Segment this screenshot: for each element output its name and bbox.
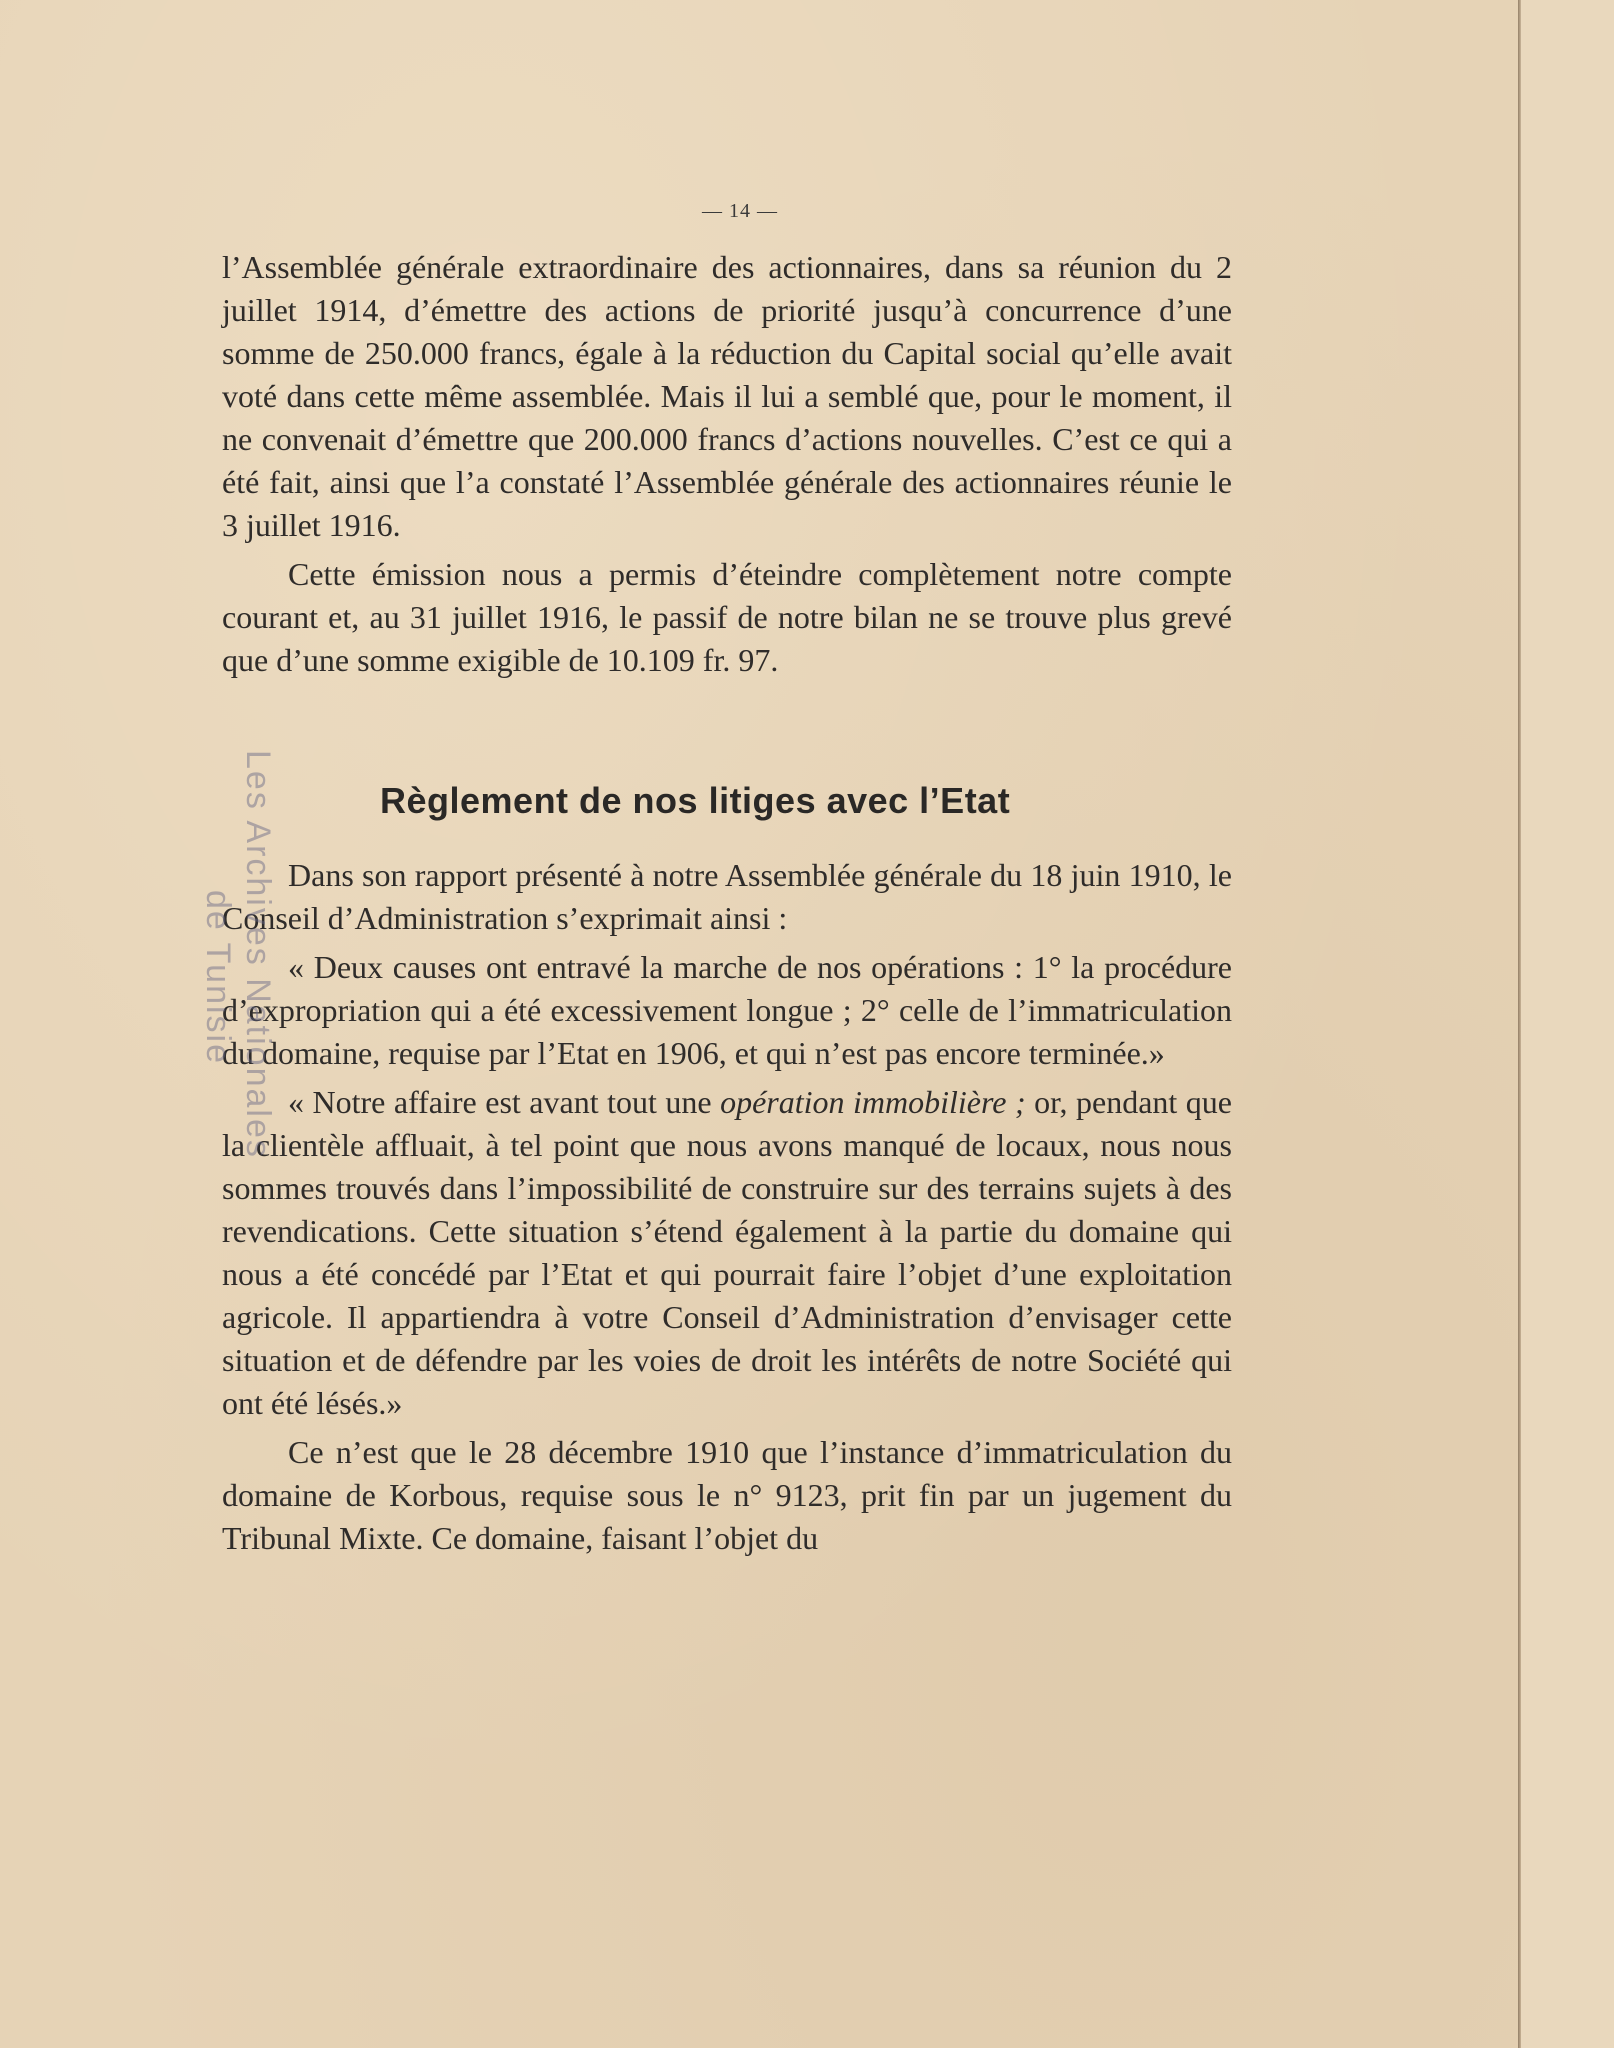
paragraph: Dans son rapport présenté à notre Assemblée générale du 18 juin 1910, le Conseil d’Administration s’exprimait ainsi : (222, 857, 1232, 936)
paragraph: l’Assemblée générale extraordinaire des actionnaires, dans sa réunion du 2 juillet 1914, d’émettre des actions de priorité jusqu’à concurrence d’une somme de 250.000 francs, égale à la réduction du Capital social qu’elle avait voté dans cette même assemblée. Mais il lui a semblé que, pour le moment, il ne convenait d’émettre que 200.000 francs d’actions nouvelles. C’est ce qui a été fait, ainsi que l’a constaté l’Assemblée générale des actionnaires réunie le 3 juillet 1916. (222, 249, 1232, 543)
paragraph: Cette émission nous a permis d’éteindre complètement notre compte courant et, au 31 juillet 1916, le passif de notre bilan ne se trouve plus grevé que d’une somme exigible de 10.109 fr. 97. (222, 556, 1232, 678)
quote-paragraph (222, 1081, 1232, 1425)
adjacent-page-edge (1521, 0, 1614, 2048)
paragraph: Ce n’est que le 28 décembre 1910 que l’instance d’immatriculation du domaine de Korbous, requise sous le n° 9123, prit fin par un jugement du Tribunal Mixte. Ce domaine, faisant l’objet du (222, 1434, 1232, 1556)
quote-text-end: or, pendant que la clientèle affluait, à tel point que nous avons manqué de locaux, nous nous sommes trouvés dans l’impossibilité de construire sur des terrains sujets à des revendications. Cette situation s’étend également à la partie du domaine qui nous a été concédé par l’Etat et qui pourrait faire l’objet d’une exploitation agricole. Il appartiendra à votre Conseil d’Administration d’envisager cette situation et de défendre par les voies de droit les intérêts de notre Société qui ont été lésés.» (222, 1084, 1232, 1421)
text-block-bottom (222, 848, 1232, 1560)
stamp-line: de Tunisie (199, 890, 237, 1065)
page-number: — 14 — (702, 200, 778, 222)
quote-text-start: « Notre affaire est avant tout une (288, 1084, 721, 1120)
section-heading: Règlement de nos litiges avec l’Etat (380, 780, 1011, 821)
quote-paragraph: « Deux causes ont entravé la marche de nos opérations : 1° la procédure d’expropriation qui a été excessivement longue ; 2° celle de l’immatriculation du domaine, requise par l’Etat en 1906, et qui n’est pas encore terminée.» (222, 949, 1232, 1071)
text-block-top (222, 246, 1232, 682)
emphasis-text: opération immobilière ; (720, 1084, 1026, 1120)
stamp-line: Les Archives Nationales (239, 750, 277, 1159)
